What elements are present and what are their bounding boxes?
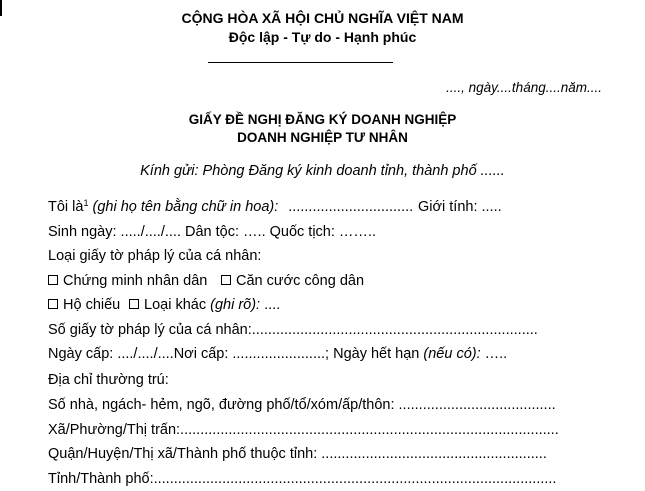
name-field[interactable]: ............................... xyxy=(288,199,414,215)
street-field[interactable]: Số nhà, ngách- hẻm, ngõ, đường phố/tổ/xóm/ấp/thôn: ....................................... xyxy=(48,397,556,413)
option-citizen-id[interactable] xyxy=(221,273,364,289)
date-line: ...., ngày....tháng....năm.... xyxy=(446,80,602,95)
option-id-card-label: Chứng minh nhân dân xyxy=(63,273,208,289)
header-divider xyxy=(208,62,393,63)
legal-doc-type-label: Loại giấy tờ pháp lý của cá nhân: xyxy=(48,248,262,264)
name-hint: (ghi họ tên bằng chữ in hoa): xyxy=(92,199,279,215)
addressee: Kính gửi: Phòng Đăng ký kinh doanh tỉnh, thành phố ...... xyxy=(140,163,505,179)
birth-row[interactable]: Sinh ngày: ...../..../.... Dân tộc: ….. Quốc tịch: …….. xyxy=(48,224,376,240)
form-subtitle: DOANH NGHIỆP TƯ NHÂN xyxy=(237,130,408,145)
province-field[interactable]: Tỉnh/Thành phố:.................................................................................................... xyxy=(48,471,557,487)
district-field[interactable]: Quận/Huyện/Thị xã/Thành phố thuộc tỉnh: ........................................................ xyxy=(48,446,547,462)
option-citizen-id-label: Căn cước công dân xyxy=(236,273,365,289)
option-id-card[interactable] xyxy=(48,273,207,289)
option-passport[interactable] xyxy=(48,297,120,313)
legal-doc-number[interactable]: Số giấy tờ pháp lý của cá nhân:....................................................................... xyxy=(48,322,538,338)
gender-field[interactable]: Giới tính: ..... xyxy=(418,199,502,215)
name-row xyxy=(48,199,413,215)
name-label: Tôi là xyxy=(48,199,84,215)
option-other-hint: (ghi rõ): xyxy=(210,297,261,313)
checkbox-icon[interactable] xyxy=(129,299,139,309)
issue-row[interactable] xyxy=(48,346,507,362)
permanent-address-label: Địa chỉ thường trú: xyxy=(48,372,169,388)
option-other-label: Loại khác xyxy=(144,297,207,313)
option-passport-label: Hộ chiếu xyxy=(63,297,121,313)
ward-field[interactable]: Xã/Phường/Thị trấn:.............................................................................................. xyxy=(48,422,559,438)
checkbox-icon[interactable] xyxy=(221,275,231,285)
checkbox-icon[interactable] xyxy=(48,299,58,309)
motto: Độc lập - Tự do - Hạnh phúc xyxy=(228,29,417,45)
form-title: GIẤY ĐỀ NGHỊ ĐĂNG KÝ DOANH NGHIỆP xyxy=(188,112,457,127)
option-other[interactable] xyxy=(129,297,280,313)
checkbox-icon[interactable] xyxy=(48,275,58,285)
footnote-ref: 1 xyxy=(83,198,89,208)
expiry-field[interactable]: ….. xyxy=(484,346,508,362)
option-other-field[interactable]: .... xyxy=(264,297,281,313)
country-heading: CỘNG HÒA XÃ HỘI CHỦ NGHĨA VIỆT NAM xyxy=(181,10,464,26)
expiry-hint: (nếu có): xyxy=(423,346,481,362)
issue-date-place: Ngày cấp: ..../..../....Nơi cấp: .......................; Ngày hết hạn xyxy=(48,346,420,362)
